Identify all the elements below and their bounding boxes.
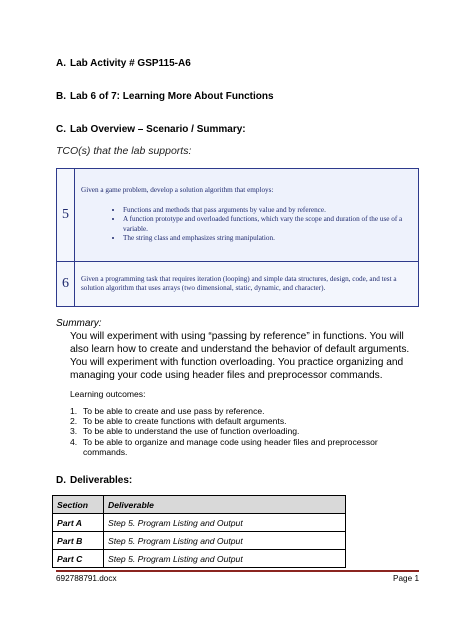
heading-lab-title — [56, 91, 274, 102]
outcome-text: To be able to understand the use of function overloading. — [83, 426, 300, 437]
outcome-item — [70, 437, 415, 457]
section-cell: Part B — [53, 532, 104, 550]
heading-letter: B. — [56, 91, 66, 102]
outcome-text: To be able to organize and manage code using header files and preprocessor commands. — [83, 436, 378, 457]
column-header-deliverable: Deliverable — [104, 496, 346, 514]
footer-page-number: Page 1 — [393, 574, 419, 583]
outcome-number: 1. — [70, 406, 78, 416]
tco-table — [56, 168, 419, 307]
section-cell: Part A — [53, 514, 104, 532]
footer-divider — [56, 570, 419, 572]
outcome-item — [70, 426, 415, 436]
deliverable-cell: Step 5. Program Listing and Output — [104, 550, 346, 568]
heading-lab-activity — [56, 58, 191, 69]
column-header-section: Section — [53, 496, 104, 514]
heading-text: Lab Activity # GSP115-A6 — [70, 58, 191, 69]
deliverables-table — [52, 495, 346, 568]
section-cell: Part C — [53, 550, 104, 568]
outcome-number: 2. — [70, 416, 78, 427]
heading-letter: A. — [56, 58, 66, 69]
outcome-item — [70, 406, 415, 416]
outcome-text: To be able to create functions with default arguments. — [83, 416, 287, 427]
outcome-item — [70, 416, 415, 426]
tco-intro: Given a programming task that requires iteration (looping) and simple data structures, design, code, and test a solution algorithm that uses arrays (two dimensional, static, dynamic, and character). — [81, 274, 397, 292]
outcome-text: To be able to create and use pass by reference. — [83, 406, 265, 416]
table-row — [53, 532, 346, 550]
tco-number: 5 — [57, 169, 75, 262]
footer-filename: 692788791.docx — [56, 574, 117, 583]
tco-bullet: • A function prototype and overloaded functions, which vary the scope and duration of the use of a variable. — [123, 215, 412, 234]
tco-description — [75, 262, 419, 307]
tco-number: 6 — [57, 262, 75, 307]
deliverable-cell: Step 5. Program Listing and Output — [104, 532, 346, 550]
tco-bullet: • The string class and emphasizes string manipulation. — [123, 234, 412, 244]
deliverable-cell: Step 5. Program Listing and Output — [104, 514, 346, 532]
heading-text: Deliverables: — [70, 475, 133, 486]
table-row — [53, 514, 346, 532]
tco-row — [57, 262, 419, 307]
outcome-number: 3. — [70, 426, 78, 437]
summary-label: Summary: — [56, 318, 102, 329]
tco-description — [75, 169, 419, 262]
heading-letter: C. — [56, 124, 66, 135]
summary-body: You will experiment with using “passing by reference” in functions. You will also learn how to create and understand the behavior of default arguments. You will experiment with function overloading. You practice organizing and managing your code using header files and preprocessor commands. — [70, 331, 410, 381]
table-row — [53, 550, 346, 568]
heading-deliverables — [56, 475, 132, 486]
heading-text: Lab 6 of 7: Learning More About Functions — [70, 91, 274, 102]
deliverables-header-row — [53, 496, 346, 514]
tco-bullet-list — [81, 206, 412, 244]
heading-lab-overview — [56, 124, 246, 135]
outcomes-list — [70, 406, 415, 457]
outcome-number: 4. — [70, 436, 78, 447]
tco-intro: Given a game problem, develop a solution algorithm that employs: — [81, 186, 274, 195]
tco-bullet: • Functions and methods that pass arguments by value and by reference. — [123, 206, 412, 216]
tco-title: TCO(s) that the lab supports: — [56, 145, 192, 157]
heading-text: Lab Overview – Scenario / Summary: — [70, 124, 246, 135]
tco-row — [57, 169, 419, 262]
heading-letter: D. — [56, 475, 66, 486]
outcomes-label: Learning outcomes: — [70, 389, 146, 399]
